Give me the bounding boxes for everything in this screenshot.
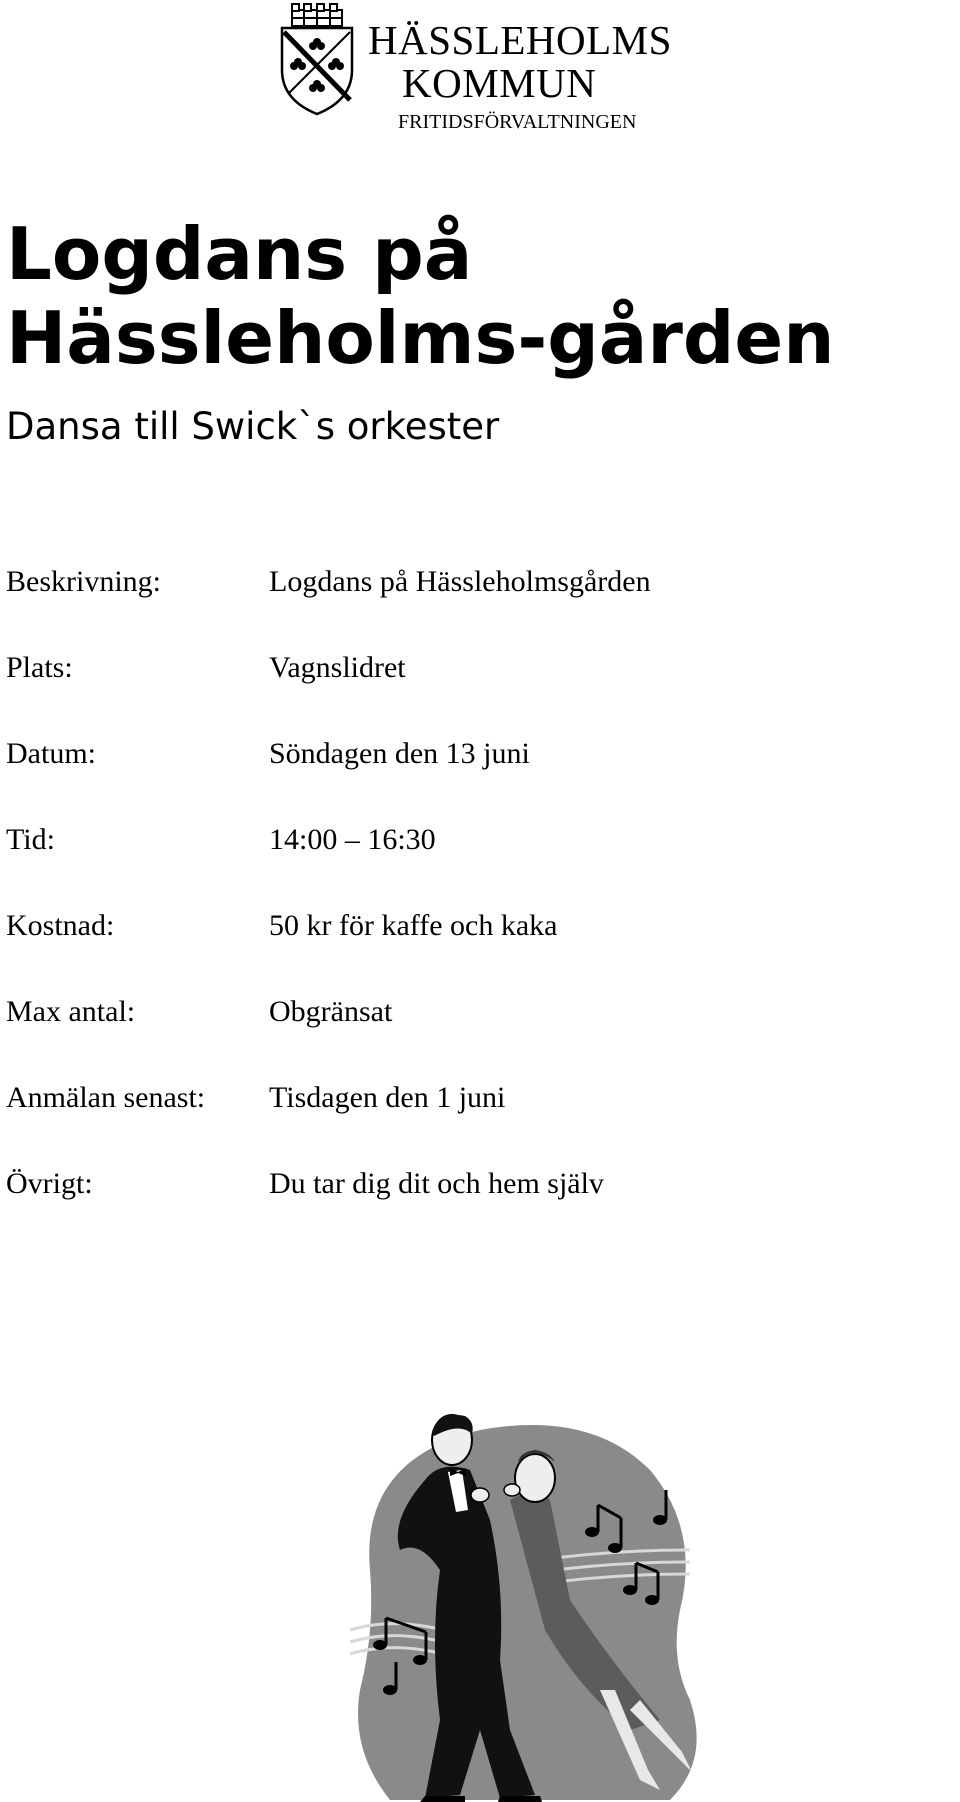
info-value-other: Du tar dig dit och hem själv [269, 1167, 604, 1200]
info-label-location: Plats: [6, 651, 73, 684]
info-row-date [6, 734, 906, 774]
info-value-description: Logdans på Hässleholmsgården [269, 565, 651, 598]
info-row-time [6, 820, 906, 860]
info-row-registration-deadline [6, 1078, 906, 1118]
info-value-max-participants: Obgränsat [269, 995, 393, 1028]
page-subtitle: Dansa till Swick`s orkester [6, 405, 500, 448]
logo-department-name: FRITIDSFÖRVALTNINGEN [398, 111, 637, 133]
info-label-other: Övrigt: [6, 1167, 93, 1200]
page-title: Logdans på Hässleholms-gården [6, 212, 835, 380]
info-row-max-participants [6, 992, 906, 1032]
info-row-location [6, 648, 906, 688]
info-label-date: Datum: [6, 737, 96, 770]
info-value-date: Söndagen den 13 juni [269, 737, 530, 770]
info-row-cost [6, 906, 906, 946]
info-value-location: Vagnslidret [269, 651, 406, 684]
info-value-time: 14:00 – 16:30 [269, 823, 436, 856]
info-label-description: Beskrivning: [6, 565, 161, 598]
info-row-other [6, 1164, 906, 1204]
dancing-couple-illustration [330, 1400, 720, 1802]
info-label-max-participants: Max antal: [6, 995, 136, 1028]
info-label-cost: Kostnad: [6, 909, 115, 942]
info-value-registration-deadline: Tisdagen den 1 juni [269, 1081, 506, 1114]
info-label-registration-deadline: Anmälan senast: [6, 1081, 206, 1114]
info-value-cost: 50 kr för kaffe och kaka [269, 909, 558, 942]
municipality-logo [278, 0, 718, 140]
logo-org-name-line2: KOMMUN [402, 60, 597, 106]
coat-of-arms-icon [278, 0, 356, 118]
info-label-time: Tid: [6, 823, 55, 856]
logo-org-name-line1: HÄSSLEHOLMS [368, 17, 672, 63]
info-row-description [6, 562, 906, 602]
